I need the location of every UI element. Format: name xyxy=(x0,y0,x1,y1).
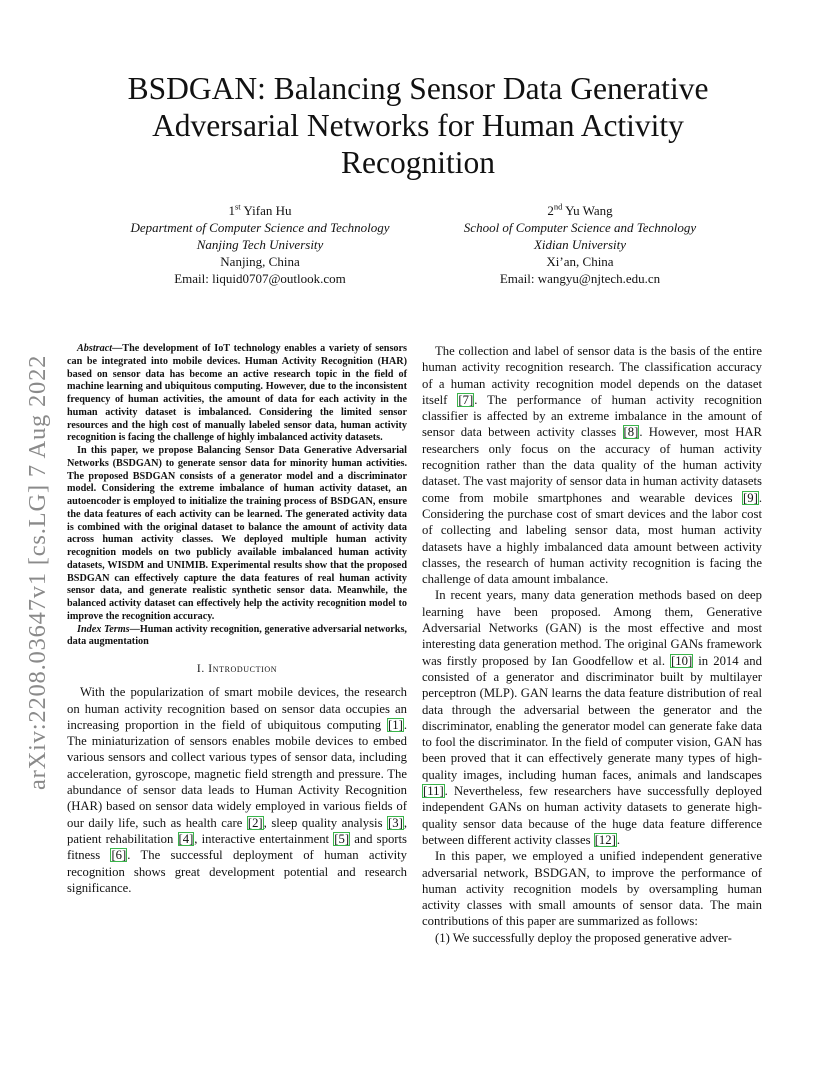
author-block-1 xyxy=(110,202,410,287)
text-run: and sports fitness xyxy=(67,831,407,863)
author-location: Xi’an, China xyxy=(546,254,614,269)
author-name xyxy=(430,202,730,219)
citation-link[interactable]: [12] xyxy=(594,832,616,847)
text-run: . However, most HAR researchers only focus on the accuracy of human activity recognition rather than the data quality of the human activity dataset. The vast majority of sensor data in human activity datasets come from mobile smartphones and wearable devices xyxy=(422,425,762,505)
abstract-text: —The development of IoT technology enables a variety of sensors can be integrated into mobile devices. Human Activity Recognition (HAR) based on sensor data has become an active research topic in the field of machine learning and ubiquitous computing. However, due to the inconsistent frequency of human activities, the amount of data for each activity in the human activity dataset is imbalanced. Considering the limited sensor resources and the high cost of manually labeled sensor data, human activity recognition is facing the challenge of highly imbalanced activity datasets. xyxy=(67,343,407,444)
author-block-2 xyxy=(430,202,730,287)
index-terms xyxy=(67,624,407,650)
arxiv-identifier: arXiv:2208.03647v1 [cs.LG] 7 Aug 2022 xyxy=(24,354,51,790)
index-terms-text: —Human activity recognition, generative adversarial networks, data augmentation xyxy=(67,623,407,648)
citation-link[interactable]: [3] xyxy=(388,815,403,830)
citation-link[interactable]: [4] xyxy=(178,831,194,846)
author-department: Department of Computer Science and Technology xyxy=(130,220,390,235)
citation-link[interactable]: [7] xyxy=(458,392,474,407)
author-ordinal: 1 xyxy=(228,203,235,218)
author-ordinal-suffix: nd xyxy=(553,201,563,212)
body-text xyxy=(67,684,407,896)
author-ordinal-suffix: st xyxy=(235,201,241,212)
author-name-text: Yifan Hu xyxy=(243,203,292,218)
citation-link[interactable]: [5] xyxy=(334,831,350,846)
citation-link[interactable]: [10] xyxy=(671,653,693,668)
body-paragraph xyxy=(67,684,407,896)
author-department: School of Computer Science and Technology xyxy=(463,220,697,235)
text-run: The collection and label of sensor data is the basis of the entire human activity recognition research. The classification accuracy of a human activity recognition model depends on the dataset itself xyxy=(422,344,762,407)
body-paragraph: In this paper, we employed a unified independent generative adversarial network, BSDGAN, to improve the performance of human activity recognition models by oversampling human activity classes with small amounts of sensor data. The main contributions of this paper are summarized as follows: xyxy=(422,849,762,929)
abstract xyxy=(67,343,407,649)
text-run: . The performance of human activity recognition classifier is affected by an extreme imbalance in the amount of sensor data between activity classes xyxy=(422,392,762,440)
author-name xyxy=(110,202,410,219)
paper-title: BSDGAN: Balancing Sensor Data Generative Adversarial Networks for Human Activity Recognition xyxy=(127,71,709,180)
citation-link[interactable]: [2] xyxy=(247,815,263,830)
text-run: With the popularization of smart mobile devices, the research on human activity recognition based on sensor data occupies an increasing proportion in the field of ubiquitous computing xyxy=(67,685,407,732)
text-run: in 2014 and consisted of a generator and discriminator built by multilayer perceptron (MLP). GAN learns the data feature distribution of real data through the adversarial between the generator and the discriminator, enabling the generator model can generate fake data to fool the discriminator. In the field of computer vision, GAN has been proved that it can effectively generate many types of high-quality images, including human faces, animals and landscapes xyxy=(422,653,762,782)
section-heading: I. Introduction xyxy=(196,663,278,675)
abstract-label: Abstract xyxy=(77,343,113,354)
text-run: . xyxy=(616,832,620,847)
abstract-paragraph xyxy=(67,343,407,445)
text-run: . The successful deployment of human activity recognition shows great development potential and research significance. xyxy=(67,848,407,895)
body-paragraph xyxy=(422,343,762,587)
text-run: , sleep quality analysis xyxy=(263,815,388,830)
body-paragraph xyxy=(422,587,762,848)
author-location: Nanjing, China xyxy=(220,254,300,269)
text-run: , interactive entertainment xyxy=(194,831,334,846)
author-ordinal: 2 xyxy=(547,203,554,218)
index-terms-label: Index Terms xyxy=(77,623,130,635)
left-column xyxy=(67,343,407,896)
abstract-paragraph: In this paper, we propose Balancing Sensor Data Generative Adversarial Networks (BSDGAN) to generate sensor data for minority human activities. The proposed BSDGAN consists of a generator model and a discriminator model. Considering the extreme imbalance of human activity dataset, an autoencoder is employed to initialize the training process of BSDGAN, ensure the data features of each activity can be learned. The generated activity data is combined with the original dataset to balance the amount of activity data across human activity classes. We deployed multiple human activity recognition models on two publicly available imbalanced human activity datasets, WISDM and UNIMIB. Experimental results show that the proposed BSDGAN can effectively capture the data features of real human activity sensor data, and generate realistic synthetic sensor data. Meanwhile, the balanced activity dataset can effectively help the activity recognition model to improve the recognition accuracy. xyxy=(67,445,407,622)
citation-link[interactable]: [8] xyxy=(623,425,639,440)
author-name-text: Yu Wang xyxy=(565,203,613,218)
text-run: . Nevertheless, few researchers have successfully deployed independent GANs on human activity datasets to generate high-quality sensor data because of the huge data feature difference between different activity classes xyxy=(422,784,762,847)
text-run: . The miniaturization of sensors enables mobile devices to embed various sensors and collect various types of sensor data, including acceleration, gyroscope, magnetic field strength and pressure. The abundance of sensor data leads to Human Activity Recognition (HAR) based on sensor data widely employed in various fields of our daily life, such as health care xyxy=(67,717,407,830)
arxiv-side-stamp xyxy=(14,180,54,800)
citation-link[interactable]: [9] xyxy=(743,490,758,505)
author-institution: Nanjing Tech University xyxy=(196,237,324,252)
author-email: Email: wangyu@njtech.edu.cn xyxy=(499,271,661,286)
author-institution: Xidian University xyxy=(533,237,627,252)
text-run: , patient rehabilitation xyxy=(67,815,407,846)
right-column xyxy=(422,343,762,946)
citation-link[interactable]: [1] xyxy=(388,717,403,732)
author-email: Email: liquid0707@outlook.com xyxy=(174,271,346,286)
text-run: In recent years, many data generation methods based on deep learning have been proposed. Among them, Generative Adversarial Networks (GAN) is the most effective and most interesting data generation method. The original GANs framework was firstly proposed by Ian Goodfellow et al. xyxy=(422,588,762,668)
citation-link[interactable]: [6] xyxy=(111,848,127,863)
citation-link[interactable]: [11] xyxy=(423,784,444,799)
body-paragraph: (1) We successfully deploy the proposed generative adver- xyxy=(435,930,732,945)
text-run: . Considering the purchase cost of smart devices and the labor cost of collecting and labeling sensor data, most human activity datasets have a highly imbalanced data amount between activity classes, the research of human activity recognition is facing the challenge of data amount imbalance. xyxy=(422,490,762,587)
